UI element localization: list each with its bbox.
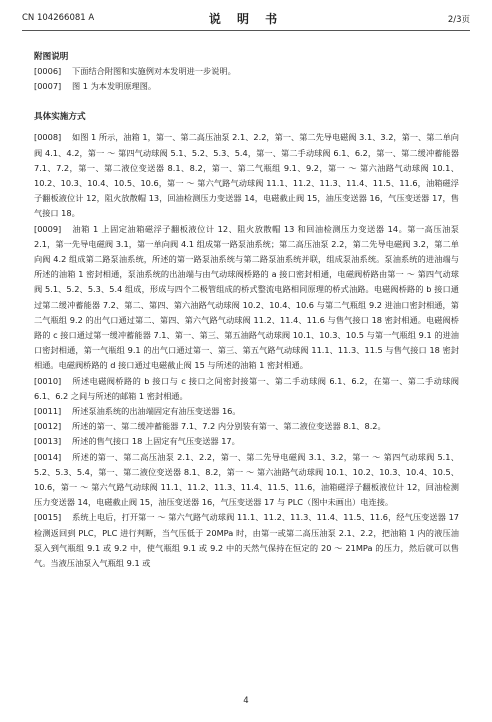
paragraph: [34, 222, 459, 374]
paragraph: [34, 510, 459, 571]
paragraph-text: 如图 1 所示，油箱 1，第一、第二高压油泵 2.1、2.2，第一、第二先导电磁阀 3.1、3.2，第一、第二单向阀 4.1、4.2，第一 ～ 第四气动球阀 5.1、5.2、5.3、5.4，第一、第二手动球阀 6.1、6.2，第一、第二缓冲蓄能器 7.1、7.2，第一、第二液位变送器 8.1、8.2，第一、第二气瓶组 9.1、9.2，第一 ～ 第六油路气动球阀 10.1、10.2、10.3、10.4、10.5、10.6，第一 ～ 第六气路气动球阀 11.1、11.2、11.3、11.4、11.5、11.6，油箱磁浮子翻板液位计 12，阻火放散帽 13，回油检测压力变送器 14，电磁截止阀 15，油压变送器 16，气压变送器 17，售气接口 18。: [34, 132, 459, 219]
paragraph-number: [0011]: [34, 406, 62, 417]
paragraph: [34, 374, 459, 404]
paragraph-number: [0006]: [34, 66, 62, 76]
paragraph: [34, 404, 459, 419]
document-title: 说 明 书: [208, 12, 284, 26]
header-rule: [22, 30, 470, 31]
paragraph-text: 所述的第一、第二缓冲蓄能器 7.1、7.2 内分别装有第一、第二液位变送器 8.1、8.2。: [72, 421, 386, 432]
paragraph: [34, 64, 459, 79]
section-heading-embodiment: 具体实施方式: [34, 112, 86, 123]
paragraph-number: [0009]: [34, 223, 62, 234]
paragraph: [34, 79, 459, 94]
paragraph-number: [0010]: [34, 375, 62, 386]
paragraph: [34, 419, 459, 434]
page-indicator: 2/3页: [447, 15, 470, 25]
paragraph-number: [0012]: [34, 421, 62, 432]
publication-number: CN 104266081 A: [22, 13, 95, 23]
paragraph-text: 油箱 1 上固定油箱磁浮子翻板液位计 12、阻火放散帽 13 和回油检测压力变送器 14。第一高压油泵 2.1，第一先导电磁阀 3.1，第一单向阀 4.1 组成第一路泵油系统；第二高压油泵 2.2，第二先导电磁阀 3.2，第二单向阀 4.2 组成第二路泵油系统，所述的第一路泵油系统与第二路泵油系统并联，组成泵油系统。泵油系统的进油端与所述的油箱 1 密封相通，泵油系统的出油端与由气动球阀桥路的 a 接口密封相通，电磁阀桥路由第一 ～ 第四气动球阀 5.1、5.2、5.3、5.4 组成，形成与四个二极管组成的桥式整流电路相同原理的桥式油路。电磁阀桥路的 b 接口通过第二缓冲蓄能器 7.2、第二、第四、第六油路气动球阀 10.2、10.4、10.6 与第二气瓶组 9.2 进油口密封相通，第二气瓶组 9.2 的出气口通过第二、第四、第六气路气动球阀 11.2、11.4、11.6 与售气接口 18 密封相通。电磁阀桥路的 c 接口通过第一缓冲蓄能器 7.1、第一、第三、第五油路气动球阀 10.1、10.3、10.5 与第一气瓶组 9.1 的进油口密封相通，第一气瓶组 9.1 的出气口通过第一、第三、第五气路气动球阀 11.1、11.3、11.5 与售气接口 18 密封相通。电磁阀桥路的 d 接口通过电磁截止阀 15 与所述的油箱 1 密封相通。: [34, 223, 459, 371]
paragraph-text: 下面结合附图和实施例对本发明进一步说明。: [72, 66, 236, 76]
paragraph-text: 图 1 为本发明原理图。: [72, 81, 157, 92]
paragraph-text: 所述的第一、第二高压油泵 2.1、2.2，第一、第二先导电磁阀 3.1、3.2，第一 ～ 第四气动球阀 5.1、5.2、5.3、5.4，第一、第二液位变送器 8.1、8.2，第一 ～ 第六油路气动球阀 10.1、10.2、10.3、10.4、10.5、10.6，第一 ～ 第六气路气动球阀 11.1、11.2、11.3、11.4、11.5、11.6，油箱磁浮子翻板液位计 12，回油检测压力变送器 14，电磁截止阀 15，油压变送器 16，气压变送器 17 与 PLC（图中未画出）电连接。: [34, 451, 459, 508]
paragraph: [34, 450, 459, 511]
paragraph-text: 所述电磁阀桥路的 b 接口与 c 接口之间密封接第一、第二手动球阀 6.1、6.2，在第一、第二手动球阀 6.1、6.2 之间与所述的邮箱 1 密封相通。: [34, 375, 459, 401]
paragraph: [34, 434, 459, 449]
paragraph-text: 系统上电后，打开第一 ～ 第六气路气动球阀 11.1、11.2、11.3、11.4、11.5、11.6，经气压变送器 17 检测返回到 PLC，PLC 进行判断，当气压低于 20MPa 时，由第一或第二高压油泵 2.1、2.2，把油箱 1 内的液压油泵入到气瓶组 9.1 或 9.2 中，使气瓶组 9.1 或 9.2 中的天然气保持在恒定的 20 ～ 21MPa 的压力，然后就可以售气。当液压油泵入气瓶组 9.1 或: [34, 512, 459, 569]
paragraph-text: 所述泵油系统的出油端固定有油压变送器 16。: [72, 406, 241, 417]
section-heading-drawings: 附图说明: [34, 52, 69, 62]
paragraph-text: 所述的售气接口 18 上固定有气压变送器 17。: [72, 436, 240, 447]
paragraph-number: [0008]: [34, 132, 62, 143]
page-header: [22, 10, 470, 28]
paragraph: [34, 130, 459, 221]
page-number: 4: [243, 696, 249, 706]
paragraph-number: [0015]: [34, 512, 62, 523]
paragraph-number: [0013]: [34, 436, 62, 447]
paragraph-number: [0007]: [34, 81, 62, 92]
paragraph-number: [0014]: [34, 451, 62, 462]
document-body: [34, 50, 459, 571]
